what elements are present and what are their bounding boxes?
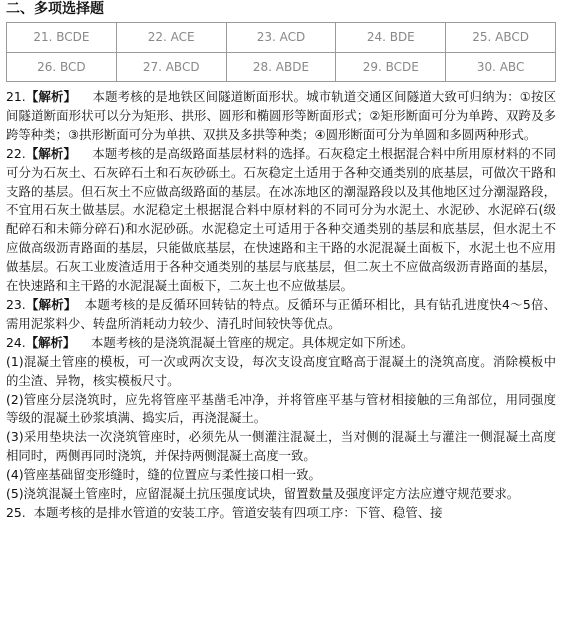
explanation-item: (1)混凝土管座的模板，可一次或两次支设，每次支设高度宜略高于混凝土的浇筑高度。消除模板中的尘渣、异物，核实模板尺寸。 (6, 353, 556, 388)
analysis-tag: 【解析】 (25, 89, 77, 104)
answer-cell: 30. ABC (446, 52, 556, 82)
explanation-item: (3)采用垫块法一次浇筑管座时，必须先从一侧灌注混凝土，当对侧的混凝土与灌注一侧混凝土高度相同时，两侧再同时浇筑，并保持两侧混凝土高度一致。 (6, 429, 556, 464)
answer-row (7, 23, 556, 53)
question-number: 24. (6, 334, 26, 350)
answer-key-table (6, 22, 556, 82)
explanation-item: (2)管座分层浇筑时，应先将管座平基凿毛冲净，并将管座平基与管材相接触的三角部位，用同强度等级的混凝土砂浆填满、捣实后，再浇混凝土。 (6, 391, 556, 426)
analysis-tag: 【解析】 (25, 296, 77, 312)
answer-cell: 25. ABCD (446, 23, 556, 53)
explanation-text: 本题考核的是高级路面基层材料的选择。石灰稳定土根据混合料中所用原材料的不同可分为石灰土、石灰碎石土和石灰砂砾土。石灰稳定土适用于各种交通类别的底基层，可做次干路和支路的基层。但石灰土不应做高级路面的基层。在冰冻地区的潮湿路段以及其他地区过分潮湿路段，不宜用石灰土做基层。水泥稳定土根据混合料中原材料的不同可分为水泥土、水泥砂、水泥碎石(级配碎石和未筛分碎石)和水泥砂砾。水泥稳定土可适用于各种交通类别的基层和底基层，但水泥土不应做高级沥青路面的基层，只能做底基层，在快速路和主干路的水泥混凝土面板下，水泥土也不应用做基层。石灰工业废渣适用于各种交通类别的基层与底基层，但二灰土不应做高级沥青路面的基层，在快速路和主干路的水泥混凝土面板下，二灰土也不应做基层。 (6, 145, 557, 294)
answer-cell: 21. BCDE (7, 23, 117, 53)
question-number: 25. (6, 504, 26, 520)
explanation-text: 本题考核的是地铁区间隧道断面形状。城市轨道交通区间隧道大致可归纳为：①按区间隧道断面形状可以分为矩形、拱形、圆形和椭圆形等断面形式；②矩形断面可分为单跨、双跨及多跨等种类；③拱形断面可分为单拱、双拱及多拱等种类；④圆形断面可分为单圆和多圆两种形式。 (6, 89, 557, 142)
analysis-tag: 【解析】 (25, 145, 77, 161)
explanation-text: 本题考核的是排水管道的安装工序。管道安装有四项工序：下管、稳管、接 (33, 504, 443, 520)
explanation-text: 本题考核的是反循环回转钻的特点。反循环与正循环相比，具有钻孔进度快4～5倍、需用泥浆料少、转盘所消耗动力较少、清孔时间较快等优点。 (6, 296, 556, 331)
section-title: 二、多项选择题 (6, 1, 104, 17)
analysis-tag: 【解析】 (25, 334, 76, 350)
explanation-paragraph (6, 88, 556, 145)
explanation-item: (4)管座基础留变形缝时，缝的位置应与柔性接口相一致。 (6, 467, 321, 483)
answer-cell: 28. ABDE (226, 52, 336, 82)
explanation-paragraph (6, 145, 556, 296)
answer-row (7, 52, 556, 82)
explanations (6, 88, 556, 523)
answer-cell: 26. BCD (7, 52, 117, 82)
answer-cell: 29. BCDE (336, 52, 446, 82)
explanation-paragraph (6, 296, 556, 334)
question-number: 22. (6, 145, 26, 161)
explanation-paragraph (6, 334, 556, 353)
explanation-item: (5)浇筑混凝土管座时，应留混凝土抗压强度试块，留置数量及强度评定方法应遵守规范要求。 (6, 486, 520, 502)
question-number: 21. (6, 89, 26, 104)
answer-cell: 22. ACE (116, 23, 226, 53)
answer-cell: 23. ACD (226, 23, 336, 53)
question-number: 23. (6, 296, 26, 312)
explanation-paragraph (6, 504, 556, 523)
answer-cell: 27. ABCD (116, 52, 226, 82)
explanation-text: 本题考核的是浇筑混凝土管座的规定。具体规定如下所述。 (91, 334, 414, 350)
answer-cell: 24. BDE (336, 23, 446, 53)
